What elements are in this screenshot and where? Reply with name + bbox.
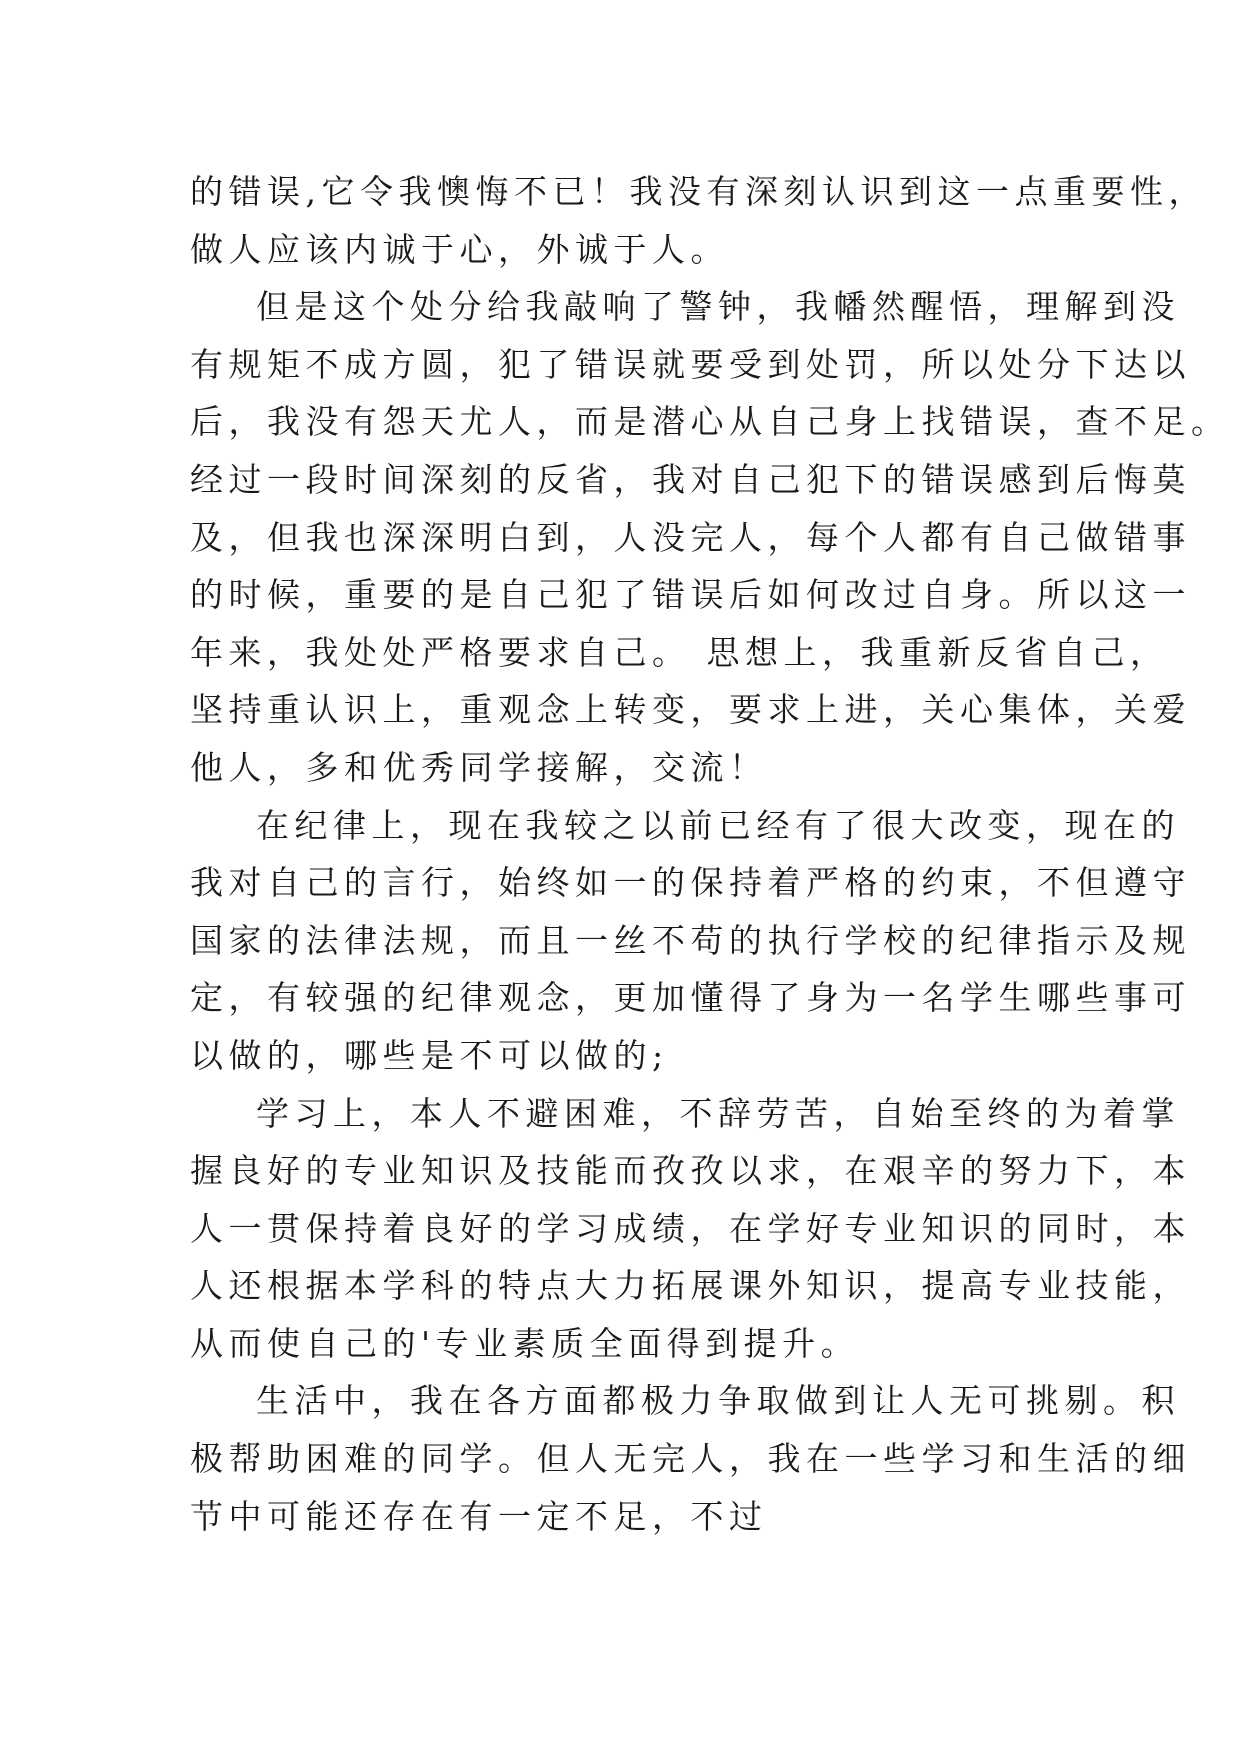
- text-line: 及，但我也深深明白到，人没完人，每个人都有自己做错事: [190, 517, 1191, 557]
- body-text: [190, 163, 1230, 1545]
- text-line: 做人应该内诚于心，外诚于人。: [190, 229, 729, 269]
- text-line: 经过一段时间深刻的反省，我对自己犯下的错误感到后悔莫: [190, 459, 1191, 499]
- text-line: 定，有较强的纪律观念，更加懂得了身为一名学生哪些事可: [190, 978, 1191, 1018]
- text-line: 我对自己的言行，始终如一的保持着严格的约束，不但遵守: [190, 863, 1191, 903]
- text-line: 人一贯保持着良好的学习成绩，在学好专业知识的同时，本: [190, 1208, 1191, 1248]
- text-line: 年来，我处处严格要求自己。 思想上，我重新反省自己，: [190, 632, 1169, 672]
- text-line: 握良好的专业知识及技能而孜孜以求，在艰辛的努力下，本: [190, 1151, 1191, 1191]
- text-line: 坚持重认识上，重观念上转变，要求上进，关心集体，关爱: [190, 690, 1191, 730]
- paragraph-first-line: 学习上，本人不避困难，不辞劳苦，自始至终的为着掌: [256, 1093, 1180, 1133]
- text-line: 极帮助困难的同学。但人无完人，我在一些学习和生活的细: [190, 1439, 1191, 1479]
- text-line: 他人，多和优秀同学接解，交流！: [190, 747, 768, 787]
- text-line: 节中可能还存在有一定不足，不过: [190, 1496, 768, 1536]
- paragraph-first-line: 但是这个处分给我敲响了警钟，我幡然醒悟，理解到没: [256, 287, 1180, 327]
- text-line: 人还根据本学科的特点大力拓展课外知识，提高专业技能，: [190, 1266, 1191, 1306]
- text-line: 国家的法律法规，而且一丝不苟的执行学校的纪律指示及规: [190, 920, 1191, 960]
- text-line: 的时候，重要的是自己犯了错误后如何改过自身。所以这一: [190, 575, 1191, 615]
- text-line: 以做的，哪些是不可以做的;: [190, 1035, 669, 1075]
- text-line: 后，我没有怨天尤人，而是潜心从自己身上找错误，查不足。: [190, 402, 1230, 442]
- paragraph-first-line: 在纪律上，现在我较之以前已经有了很大改变，现在的: [256, 805, 1180, 845]
- paragraph-first-line: 生活中，我在各方面都极力争取做到让人无可挑剔。积: [256, 1381, 1180, 1421]
- text-line: 有规矩不成方圆，犯了错误就要受到处罚，所以处分下达以: [190, 344, 1191, 384]
- text-line: 的错误,它令我懊悔不已！我没有深刻认识到这一点重要性，: [190, 172, 1207, 211]
- text-line: 从而使自己的'专业素质全面得到提升。: [190, 1323, 860, 1363]
